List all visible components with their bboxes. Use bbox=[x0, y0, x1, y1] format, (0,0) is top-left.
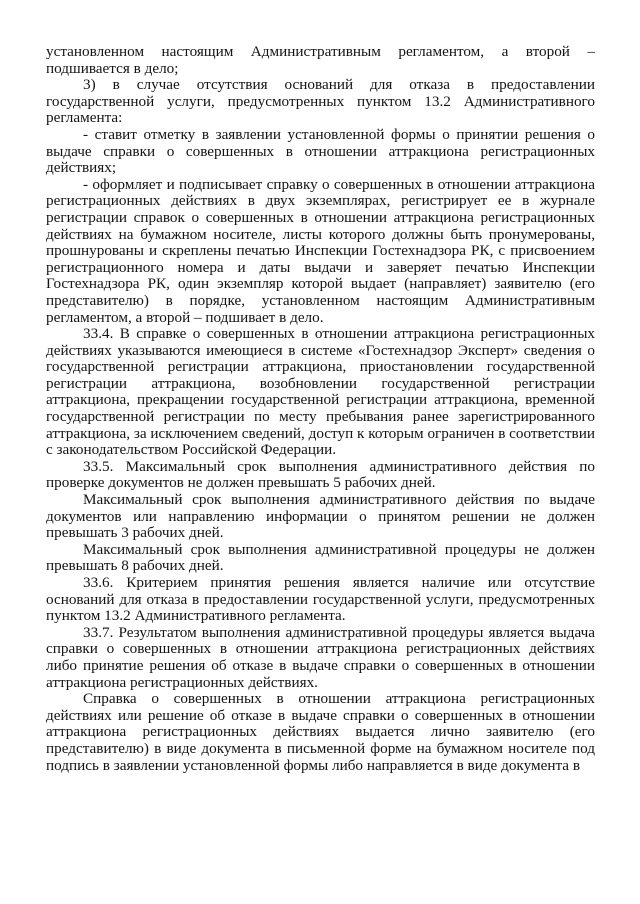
paragraph-6: 33.5. Максимальный срок выполнения административного действия по проверке документов не должен превышать 5 рабочих дней. bbox=[46, 457, 595, 492]
paragraph-1: установленном настоящим Административным регламентом, а второй – подшивается в дело; bbox=[46, 43, 595, 77]
paragraph-5: 33.4. В справке о совершенных в отношении аттракциона регистрационных действиях указываются имеющиеся в системе «Гостехнадзор Эксперт» сведения о государственной регистрации аттракциона, приостановлении государственной регистрации аттракциона, возобновлении государственной регистрации аттракциона, прекращении государственной регистрации аттракциона, временной государственной регистрации по месту пребывания ранее зарегистрированного аттракциона, за исключением сведений, доступ к которым ограничен в соответствии с законодательством Российской Федерации. bbox=[46, 325, 595, 459]
paragraph-8: Максимальный срок выполнения административной процедуры не должен превышать 8 рабочих дней. bbox=[46, 540, 595, 575]
document-page bbox=[46, 44, 595, 774]
paragraph-3: - ставит отметку в заявлении установленной формы о принятии решения о выдаче справки о совершенных в отношении аттракциона регистрационных действиях; bbox=[46, 125, 595, 177]
paragraph-9: 33.6. Критерием принятия решения является наличие или отсутствие оснований для отказа в предоставлении государственной услуги, предусмотренных пунктом 13.2 Административного регламента. bbox=[46, 574, 595, 625]
paragraph-7: Максимальный срок выполнения административного действия по выдаче документов или направлению информации о принятом решении не должен превышать 3 рабочих дней. bbox=[46, 491, 595, 542]
paragraph-10: 33.7. Результатом выполнения административной процедуры является выдача справки о совершенных в отношении аттракциона регистрационных действиях либо принятие решения об отказе в выдаче справки о совершенных в отношении аттракциона регистрационных действиях. bbox=[46, 623, 595, 691]
paragraph-2: 3) в случае отсутствия оснований для отказа в предоставлении государственной услуги, предусмотренных пунктом 13.2 Административного регламента: bbox=[46, 76, 595, 127]
paragraph-4: - оформляет и подписывает справку о совершенных в отношении аттракциона регистрационных действиях в двух экземплярах, регистрирует ее в журнале регистрации справок о совершенных в отношении аттракциона регистрационных действиях на бумажном носителе, листы которого должны быть пронумерованы, прошнурованы и скреплены печатью Инспекции Гостехнадзора РК, с присвоением регистрационного номера и даты выдачи и заверяет печатью Инспекции Гостехнадзора РК, один экземпляр которой выдает (направляет) заявителю (его представителю) в порядке, установленном настоящим Административным регламентом, а второй – подшивает в дело. bbox=[46, 175, 595, 326]
paragraph-11: Справка о совершенных в отношении аттракциона регистрационных действиях или решение об отказе в выдаче справки о совершенных в отношении аттракциона регистрационных действиях выдается лично заявителю (его представителю) в виде документа в письменной форме на бумажном носителе под подпись в заявлении установленной формы либо направляется в виде документа в bbox=[46, 690, 595, 774]
